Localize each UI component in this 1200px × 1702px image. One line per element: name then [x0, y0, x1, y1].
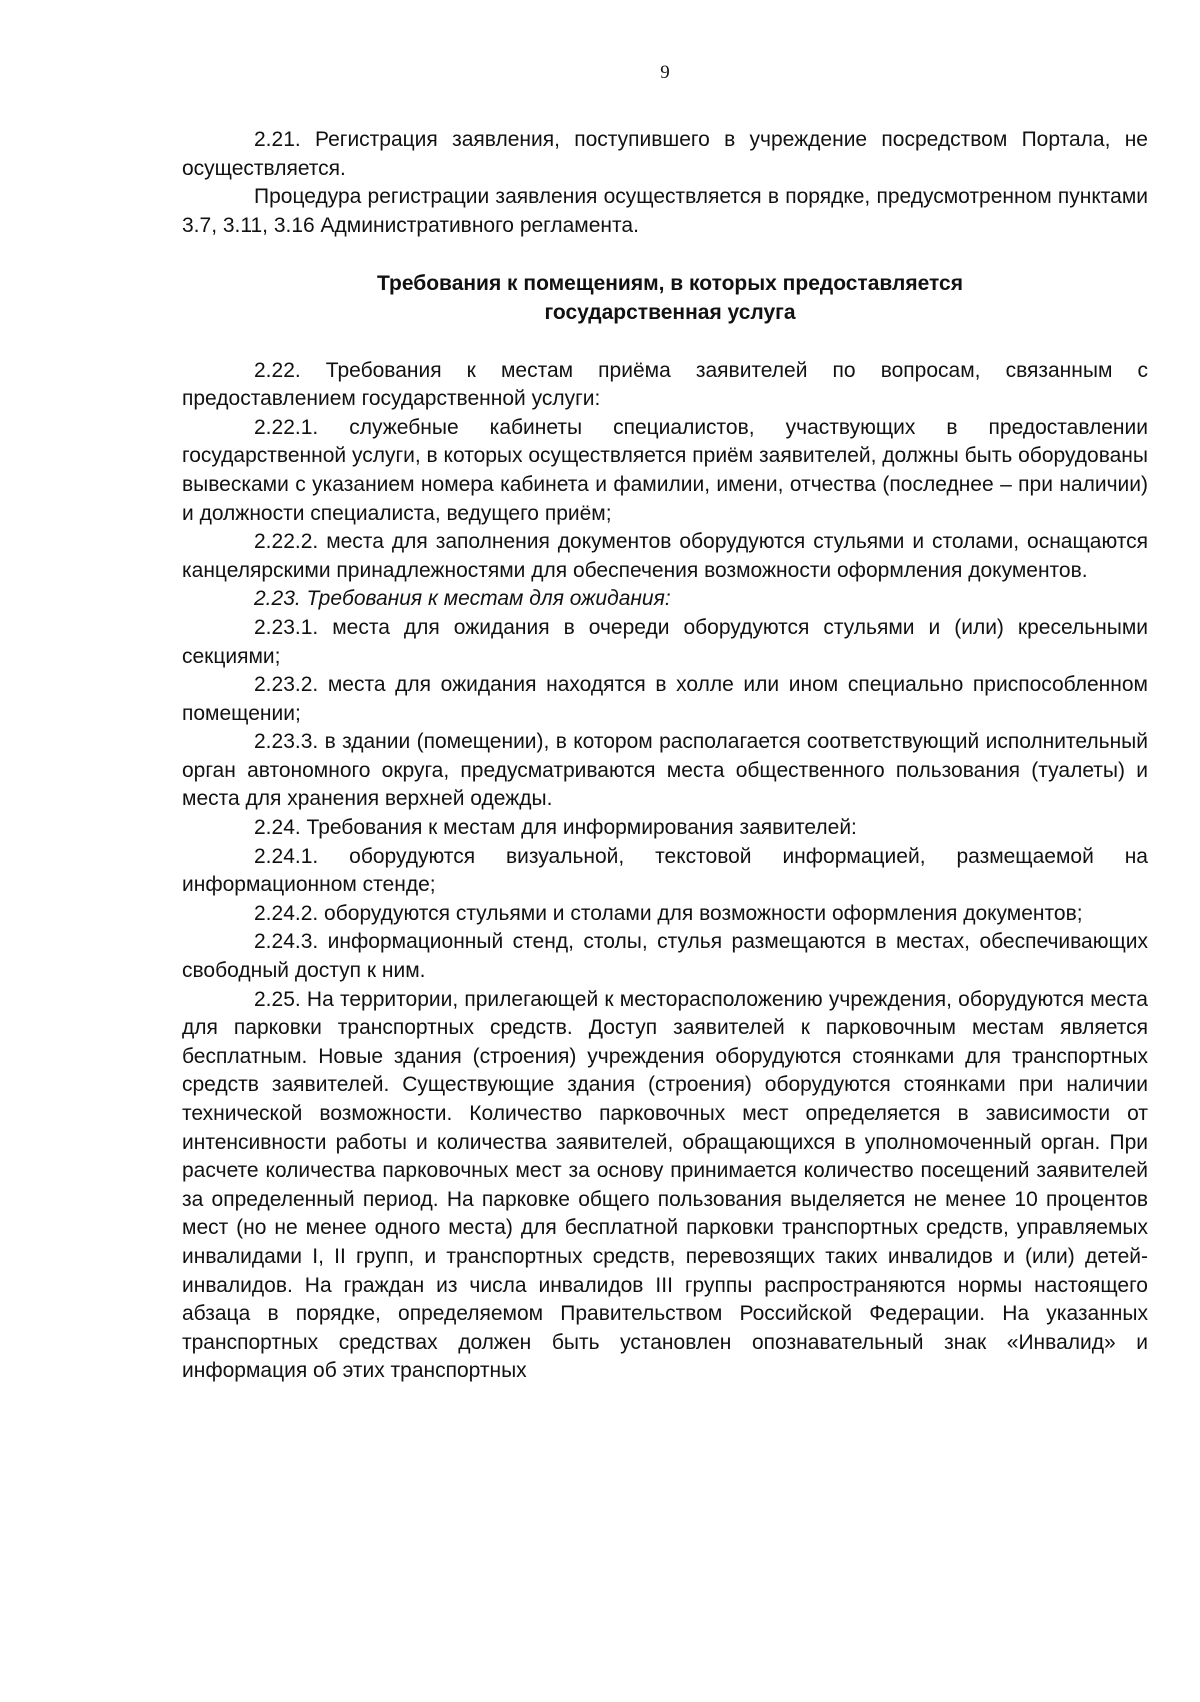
paragraph-2-22: 2.22. Требования к местам приёма заявителей по вопросам, связанным с предоставлением государственной услуги: — [182, 358, 1148, 411]
paragraph-2-22-1: 2.22.1. служебные кабинеты специалистов, участвующих в предоставлении государственной услуги, в которых осуществляется приём заявителей, должны быть оборудованы вывесками с указанием номера кабинета и фамилии, имени, отчества (последнее – при наличии) и должности специалиста, ведущего приём; — [182, 415, 1148, 525]
paragraph-2-24: 2.24. Требования к местам для информирования заявителей: — [254, 816, 857, 840]
section-heading-line-1: Требования к помещениям, в которых предоставляется — [377, 272, 963, 296]
paragraph-2-24-3: 2.24.3. информационный стенд, столы, стулья размещаются в местах, обеспечивающих свободный доступ к ним. — [182, 930, 1148, 983]
paragraph-2-22-2: 2.22.2. места для заполнения документов оборудуются стульями и столами, оснащаются канцелярскими принадлежностями для обеспечения возможности оформления документов. — [182, 530, 1148, 582]
paragraph-2-23-3: 2.23.3. в здании (помещении), в котором располагается соответствующий исполнительный орган автономного округа, предусматриваются места общественного пользования (туалеты) и места для хранения верхней одежды. — [182, 730, 1148, 811]
paragraph-2-24-2: 2.24.2. оборудуются стульями и столами для возможности оформления документов; — [254, 901, 1083, 925]
paragraph-2-23-1: 2.23.1. места для ожидания в очереди оборудуются стульями и (или) кресельными секциями; — [182, 615, 1148, 668]
section-heading — [182, 270, 1148, 327]
paragraph-2-21: 2.21. Регистрация заявления, поступившего в учреждение посредством Портала, не осуществляется. — [182, 128, 1148, 180]
page-number: 9 — [660, 62, 670, 83]
paragraph-2-23: 2.23. Требования к местам для ожидания: — [254, 587, 671, 611]
paragraph-2-23-2: 2.23.2. места для ожидания находятся в холле или ином специально приспособленном помещении; — [182, 673, 1148, 725]
paragraph-2-24-1: 2.24.1. оборудуются визуальной, текстовой информацией, размещаемой на информационном стенде; — [182, 844, 1148, 897]
section-heading-line-2: государственная услуга — [544, 300, 796, 324]
paragraph-registration-procedure: Процедура регистрации заявления осуществляется в порядке, предусмотренном пунктами 3.7, 3.11, 3.16 Административного регламента. — [182, 185, 1148, 237]
paragraph-2-25: 2.25. На территории, прилегающей к месторасположению учреждения, оборудуются места для парковки транспортных средств. Доступ заявителей к парковочным местам является бесплатным. Новые здания (строения) учреждения оборудуются стоянками для транспортных средств заявителей. Существующие здания (строения) оборудуются стоянками при наличии технической возможности. Количество парковочных мест определяется в зависимости от интенсивности работы и количества заявителей, обращающихся в уполномоченный орган. При расчете количества парковочных мест за основу принимается количество посещений заявителей за определенный период. На парковке общего пользования выделяется не менее 10 процентов мест (но не менее одного места) для бесплатной парковки транспортных средств, управляемых инвалидами I, II групп, и транспортных средств, перевозящих таких инвалидов и (или) детей-инвалидов. На граждан из числа инвалидов III группы распространяются нормы настоящего абзаца в порядке, определяемом Правительством Российской Федерации. На указанных транспортных средствах должен быть установлен опознавательный знак «Инвалид» и информация об этих транспортных — [182, 987, 1148, 1383]
